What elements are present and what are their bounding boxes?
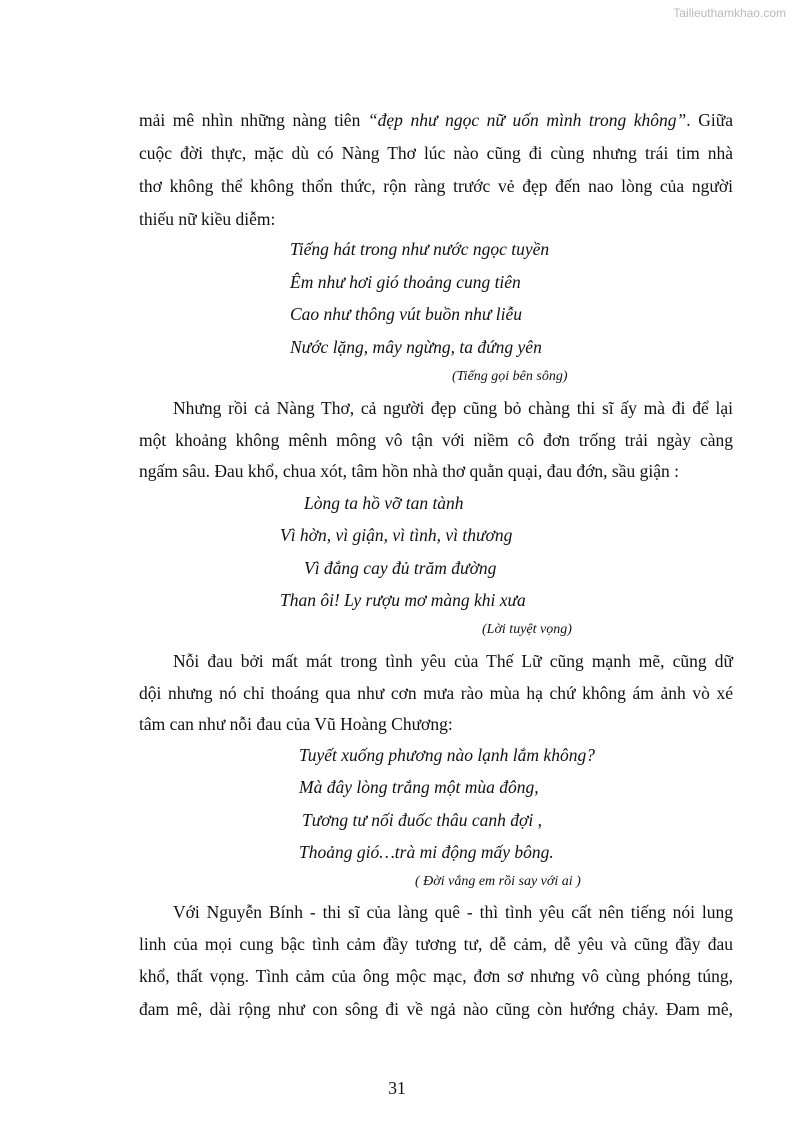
page-number: 31 — [388, 1078, 406, 1098]
paragraph-4-line-1: Với Nguyễn Bính - thi sĩ của làng quê - thì tình yêu cất nên tiếng nói lung — [173, 902, 733, 922]
paragraph-4-line-4: đam mê, dài rộng như con sông đi về ngả nào cũng còn hướng chảy. Đam mê, — [139, 999, 733, 1019]
poem-1-line-4: Nước lặng, mây ngừng, ta đứng yên — [290, 337, 542, 357]
watermark: Tailieuthamkhao.com — [673, 6, 786, 20]
paragraph-4-line-2: linh của mọi cung bậc tình cảm đầy tương tư, dễ cảm, dễ yêu và cũng đầy đau — [139, 934, 733, 954]
paragraph-1-line-1: mải mê nhìn những nàng tiên “đẹp như ngọc nữ uốn mình trong không”. Giữa — [139, 110, 733, 130]
paragraph-2-line-2: một khoảng không mênh mông vô tận với niềm cô đơn trống trải ngày càng — [139, 430, 733, 450]
paragraph-2-line-1: Nhưng rồi cả Nàng Thơ, cả người đẹp cũng bỏ chàng thi sĩ ấy mà đi để lại — [173, 398, 733, 418]
paragraph-4-line-3: khổ, thất vọng. Tình cảm của ông mộc mạc, đơn sơ nhưng vô cùng phóng túng, — [139, 966, 733, 986]
poem-2-line-1: Lòng ta hồ vỡ tan tành — [304, 493, 464, 513]
poem-3-line-2: Mà đây lòng trắng một mùa đông, — [299, 777, 539, 797]
poem-2-line-2: Vì hờn, vì giận, vì tình, vì thương — [280, 525, 513, 545]
paragraph-2-line-3: ngấm sâu. Đau khổ, chua xót, tâm hồn nhà thơ quằn quại, đau đớn, sầu giận : — [139, 461, 679, 481]
paragraph-3-line-2: dội nhưng nó chỉ thoáng qua như cơn mưa rào mùa hạ chứ không ám ảnh vò xé — [139, 683, 733, 703]
poem-3-line-4: Thoảng gió…trà mi động mấy bông. — [299, 842, 554, 862]
poem-2-line-3: Vì đắng cay đủ trăm đường — [304, 558, 497, 578]
poem-3-line-1: Tuyết xuống phương nào lạnh lắm không? — [299, 745, 595, 765]
poem-1-source: (Tiếng gọi bên sông) — [452, 369, 568, 384]
paragraph-1-line-4: thiếu nữ kiều diễm: — [139, 209, 276, 229]
poem-3-source: ( Đời vắng em rồi say với ai ) — [415, 874, 581, 889]
poem-2-source: (Lời tuyệt vọng) — [482, 622, 572, 637]
paragraph-1-line-3: thơ không thể không thổn thức, rộn ràng trước vẻ đẹp đến nao lòng của người — [139, 176, 733, 196]
poem-1-line-2: Êm như hơi gió thoảng cung tiên — [290, 272, 521, 292]
poem-1-line-3: Cao như thông vút buồn như liễu — [290, 304, 522, 324]
poem-2-line-4: Than ôi! Ly rượu mơ màng khi xưa — [280, 590, 526, 610]
poem-3-line-3: Tương tư nối đuốc thâu canh đợi , — [302, 810, 542, 830]
paragraph-3-line-1: Nỗi đau bởi mất mát trong tình yêu của Thế Lữ cũng mạnh mẽ, cũng dữ — [173, 651, 733, 671]
paragraph-1-line-2: cuộc đời thực, mặc dù có Nàng Thơ lúc nào cũng đi cùng nhưng trái tim nhà — [139, 143, 733, 163]
paragraph-3-line-3: tâm can như nỗi đau của Vũ Hoàng Chương: — [139, 714, 453, 734]
poem-1-line-1: Tiếng hát trong như nước ngọc tuyền — [290, 239, 550, 259]
